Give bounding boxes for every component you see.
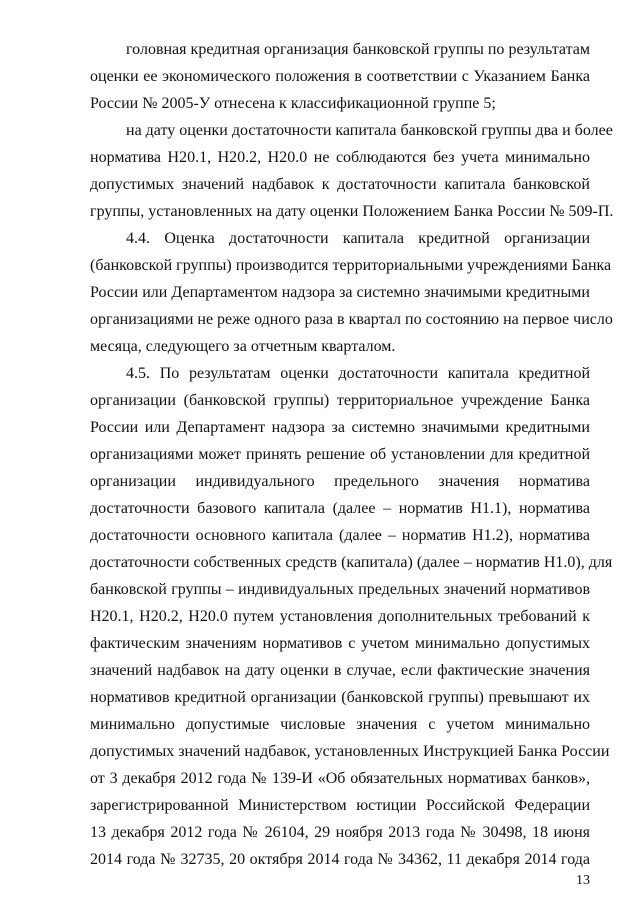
text-line: нормативов кредитной организации (банковской группы) превышают их — [90, 689, 590, 706]
text-line: допустимых значений надбавок к достаточности капитала банковской — [90, 176, 590, 193]
text-line: 4.5. По результатам оценки достаточности капитала кредитной — [126, 365, 590, 382]
text-line: 4.4. Оценка достаточности капитала кредитной организации — [126, 230, 590, 247]
page-number: 13 — [576, 873, 590, 888]
text-line: минимально допустимые числовые значения с учетом минимально — [90, 716, 590, 733]
text-line: на дату оценки достаточности капитала банковской группы два и более — [126, 122, 613, 139]
text-line: 2014 года № 32735, 20 октября 2014 года № 34362, 11 декабря 2014 года — [90, 851, 590, 868]
text-line: Н20.1, Н20.2, Н20.0 путем установления дополнительных требований к — [90, 608, 590, 625]
text-line: организации индивидуального предельного значения норматива — [90, 473, 590, 490]
text-line: России или Департамент надзора за системно значимыми кредитными — [90, 419, 590, 436]
text-line: от 3 декабря 2012 года № 139-И «Об обязательных нормативах банков», — [90, 770, 590, 787]
text-line: достаточности собственных средств (капитала) (далее – норматив Н1.0), для — [90, 554, 613, 571]
text-line: России или Департаментом надзора за системно значимыми кредитными — [90, 284, 590, 301]
text-line: достаточности базового капитала (далее – норматив Н1.1), норматива — [90, 500, 590, 517]
text-line: организациями не реже одного раза в квартал по состоянию на первое число — [90, 311, 613, 328]
text-line: 13 декабря 2012 года № 26104, 29 ноября 2013 года № 30498, 18 июня — [90, 824, 590, 841]
text-line: России № 2005-У отнесена к классификационной группе 5; — [90, 95, 496, 112]
text-line: допустимых значений надбавок, установленных Инструкцией Банка России — [90, 743, 610, 760]
text-line: достаточности основного капитала (далее – норматив Н1.2), норматива — [90, 527, 590, 544]
text-line: организации (банковской группы) территориальное учреждение Банка — [90, 392, 590, 409]
text-line: фактическим значениям нормативов с учетом минимально допустимых — [90, 635, 590, 652]
text-line: значений надбавок на дату оценки в случае, если фактические значения — [90, 662, 590, 679]
text-line: норматива Н20.1, Н20.2, Н20.0 не соблюдаются без учета минимально — [90, 149, 590, 166]
text-line: оценки ее экономического положения в соответствии с Указанием Банка — [90, 68, 590, 85]
text-line: группы, установленных на дату оценки Положением Банка России № 509-П. — [90, 203, 614, 220]
text-line: головная кредитная организация банковской группы по результатам — [126, 41, 590, 58]
text-line: (банковской группы) производится территориальными учреждениями Банка — [90, 257, 612, 274]
text-line: организациями может принять решение об установлении для кредитной — [90, 446, 590, 463]
text-line: месяца, следующего за отчетным кварталом. — [90, 338, 396, 355]
text-line: банковской группы – индивидуальных предельных значений нормативов — [90, 581, 590, 598]
text-line: зарегистрированной Министерством юстиции Российской Федерации — [90, 797, 590, 814]
